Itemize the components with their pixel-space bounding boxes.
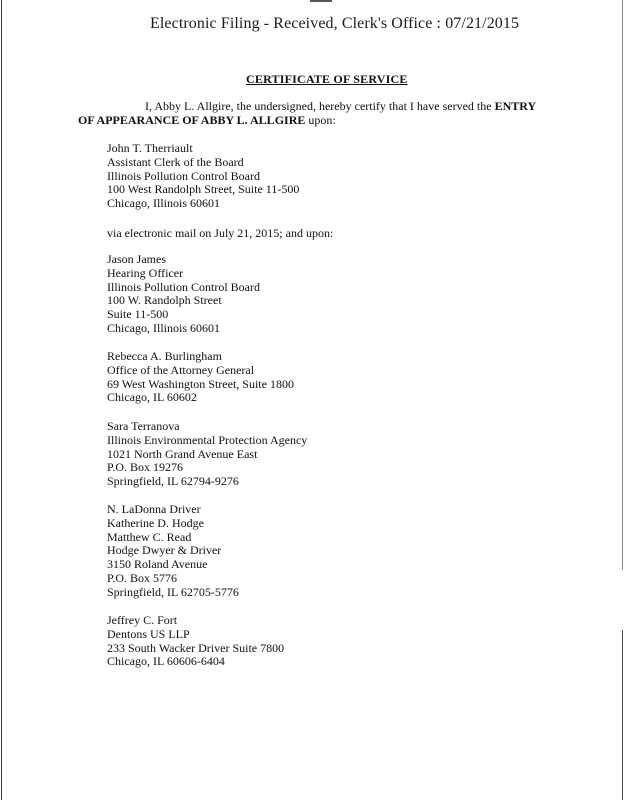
scan-edge-right [622,0,623,570]
recipient-line: P.O. Box 5776 [107,570,178,585]
recipient-line: Office of the Attorney General [107,362,255,377]
recipient-line: Suite 11-500 [107,307,169,322]
scan-edge-left [1,0,2,800]
recipient-line: Springfield, IL 62794-9276 [107,474,239,489]
recipient-block [107,350,294,405]
certification-text-end: upon: [305,113,336,127]
recipient-line: 69 West Washington Street, Suite 1800 [107,376,294,391]
recipient-block [107,420,307,489]
recipient-line: Matthew C. Read [107,529,192,544]
recipient-line: Jeffrey C. Fort [107,613,178,627]
recipient-line: Hodge Dwyer & Driver [107,543,222,558]
certification-entry-bold: ENTRY [494,99,537,113]
recipient-line: 100 W. Randolph Street [107,293,222,308]
certification-document-title: OF APPEARANCE OF ABBY L. ALLGIRE [78,113,306,127]
recipient-line: 233 South Wacker Driver Suite 7800 [107,640,285,655]
recipient-line: Katherine D. Hodge [107,515,204,530]
recipient-line: Dentons US LLP [107,626,190,641]
recipient-line: 1021 North Grand Avenue East [107,446,258,461]
certification-line-1 [78,99,568,113]
certification-paragraph [78,99,568,127]
recipient-line: Chicago, Illinois 60601 [107,196,220,211]
certification-text-start: I, Abby L. Allgire, the undersigned, hereby certify that I have served the [145,99,495,113]
recipient-line: Chicago, Illinois 60601 [107,320,220,335]
service-method-line: via electronic mail on July 21, 2015; and upon: [107,226,334,240]
recipient-line: Chicago, IL 60606-6404 [107,654,225,669]
recipient-line: 100 West Randolph Street, Suite 11-500 [107,182,300,197]
recipient-block [107,142,299,211]
recipient-block [107,614,284,669]
recipient-line: Springfield, IL 62705-5776 [107,584,239,599]
filing-stamp: Electronic Filing - Received, Clerk's Office : 07/21/2015 [150,15,520,32]
certification-line-2 [78,113,568,127]
recipient-line: Sara Terranova [107,419,180,433]
scan-edge-right-lower [622,630,623,800]
recipient-line: Hearing Officer [107,265,184,280]
recipient-line: P.O. Box 19276 [107,460,184,475]
recipient-line: John T. Therriault [107,141,193,155]
recipient-line: 3150 Roland Avenue [107,557,208,572]
recipient-line: Rebecca A. Burlingham [107,349,222,363]
recipient-block [107,503,239,600]
recipient-line: Illinois Environmental Protection Agency [107,432,308,447]
recipient-line: Illinois Pollution Control Board [107,168,261,183]
page-title: CERTIFICATE OF SERVICE [246,72,408,86]
recipient-line: N. LaDonna Driver [107,502,201,516]
recipient-line: Jason James [107,252,166,266]
recipient-block [107,253,260,336]
recipient-line: Chicago, IL 60602 [107,390,197,405]
recipient-line: Illinois Pollution Control Board [107,279,261,294]
recipient-line: Assistant Clerk of the Board [107,154,244,169]
scan-mark-top [310,0,332,2]
